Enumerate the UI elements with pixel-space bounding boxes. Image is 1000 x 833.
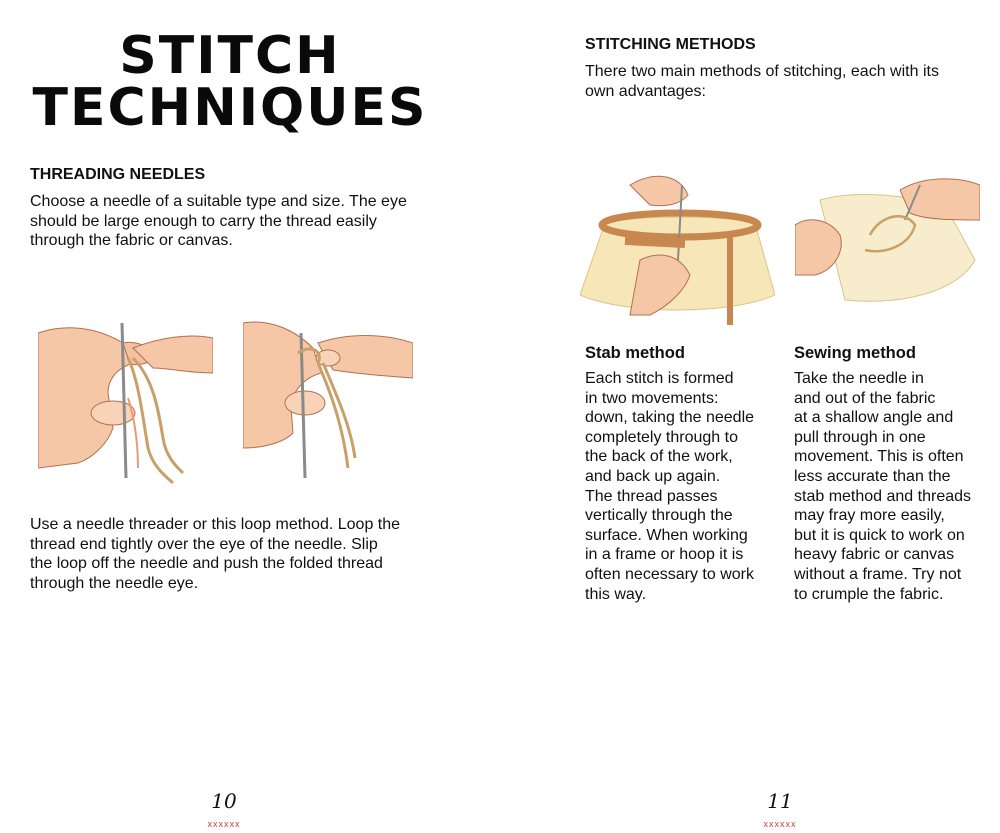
sewing-method-illustration xyxy=(795,165,980,305)
stab-method-text: Each stitch is formed in two movements: down, taking the needle completely through to the back of the work, and back up again. The thread passes vertically through the surface. When working in a frame or hoop it is often necessary to work this way. xyxy=(585,370,755,603)
stab-method-illustration xyxy=(580,165,775,325)
threading-needles-heading: THREADING NEEDLES xyxy=(30,166,206,183)
stitching-intro-text: There two main methods of stitching, each with its own advantages: xyxy=(585,63,939,100)
sewing-method-text: Take the needle in and out of the fabric at a shallow angle and pull through in one movement. This is often less accurate than the stab method and threads may fray more easily, but it is quick to work on heavy fabric or canvas without a frame. Try not to crumple the fabric. xyxy=(794,370,972,603)
threading-intro-text: Choose a needle of a suitable type and size. The eye should be large enough to carry the thread easily through the fabric or canvas. xyxy=(30,193,407,250)
stab-method-heading: Stab method xyxy=(585,344,685,362)
title-line-2: TECHNIQUES xyxy=(32,78,428,138)
page-number-right: 11 xyxy=(767,789,793,813)
page-number-left: 10 xyxy=(211,789,237,813)
sewing-method-heading: Sewing method xyxy=(794,344,916,362)
title-line-1: STITCH xyxy=(119,26,341,86)
page-mark-right: xxxxxx xyxy=(763,819,797,829)
page-title xyxy=(30,26,430,138)
stitching-methods-heading: STITCHING METHODS xyxy=(585,36,756,53)
loop-method-text: Use a needle threader or this loop method. Loop the thread end tightly over the eye of the needle. Slip the loop off the needle and push the folded thread through the needle eye. xyxy=(30,516,401,592)
threading-illustration-2 xyxy=(243,318,413,483)
page-mark-left: xxxxxx xyxy=(207,819,241,829)
threading-illustration-1 xyxy=(38,318,213,488)
